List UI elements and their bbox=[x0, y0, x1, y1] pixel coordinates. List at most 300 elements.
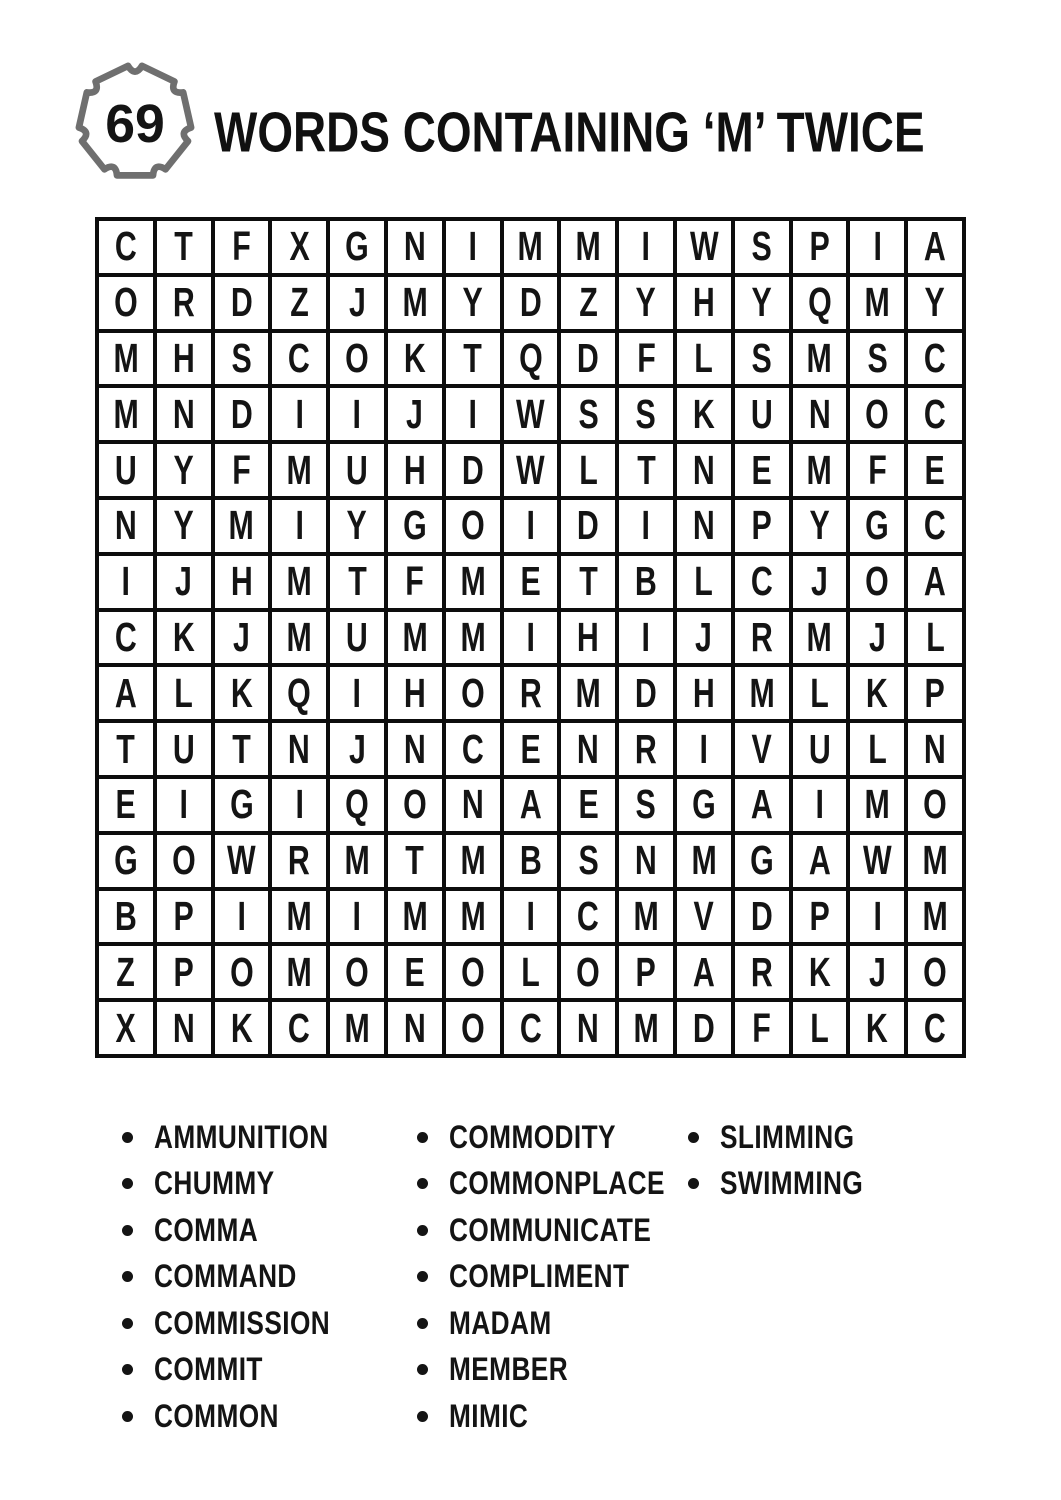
grid-letter: M bbox=[749, 669, 775, 716]
grid-letter: H bbox=[692, 279, 715, 326]
puzzle-number: 69 bbox=[105, 93, 165, 154]
grid-cell-r3c13 bbox=[793, 333, 847, 385]
notched-heptagon-icon bbox=[68, 48, 202, 190]
grid-cell-r9c6 bbox=[388, 667, 442, 719]
word-label: COMMIT bbox=[154, 1351, 263, 1388]
word-column-2 bbox=[417, 1114, 712, 1440]
word-item bbox=[417, 1207, 712, 1254]
grid-cell-r10c3 bbox=[215, 723, 269, 775]
grid-cell-r14c2 bbox=[157, 946, 211, 998]
grid-letter: P bbox=[751, 502, 772, 549]
grid-letter: F bbox=[752, 1004, 771, 1051]
grid-cell-r15c14 bbox=[850, 1002, 904, 1054]
grid-cell-r4c7 bbox=[446, 388, 500, 440]
grid-cell-r6c3 bbox=[215, 500, 269, 552]
grid-letter: N bbox=[403, 725, 426, 772]
grid-cell-r13c9 bbox=[561, 891, 615, 943]
puzzle-number-badge bbox=[68, 48, 202, 190]
grid-letter: B bbox=[635, 558, 658, 605]
grid-cell-r4c3 bbox=[215, 388, 269, 440]
word-item bbox=[122, 1114, 369, 1161]
grid-cell-r2c8 bbox=[504, 277, 558, 329]
grid-letter: A bbox=[750, 781, 773, 828]
grid-cell-r4c15 bbox=[908, 388, 962, 440]
grid-cell-r2c1 bbox=[99, 277, 153, 329]
grid-cell-r2c2 bbox=[157, 277, 211, 329]
grid-letter: J bbox=[811, 558, 828, 605]
grid-cell-r15c15 bbox=[908, 1002, 962, 1054]
grid-cell-r8c8 bbox=[504, 612, 558, 664]
grid-cell-r2c10 bbox=[619, 277, 673, 329]
grid-cell-r9c3 bbox=[215, 667, 269, 719]
grid-cell-r8c11 bbox=[677, 612, 731, 664]
grid-cell-r14c10 bbox=[619, 946, 673, 998]
grid-cell-r14c4 bbox=[272, 946, 326, 998]
grid-letter: J bbox=[868, 948, 886, 995]
grid-cell-r3c7 bbox=[446, 333, 500, 385]
grid-cell-r6c7 bbox=[446, 500, 500, 552]
word-item bbox=[122, 1207, 369, 1254]
grid-cell-r8c4 bbox=[272, 612, 326, 664]
grid-cell-r1c10 bbox=[619, 221, 673, 273]
grid-cell-r3c6 bbox=[388, 333, 442, 385]
grid-letter: M bbox=[402, 892, 428, 939]
grid-cell-r1c7 bbox=[446, 221, 500, 273]
grid-letter: K bbox=[692, 390, 715, 437]
grid-letter: B bbox=[114, 892, 137, 939]
grid-letter: S bbox=[751, 334, 772, 381]
grid-letter: L bbox=[694, 558, 714, 605]
grid-cell-r12c1 bbox=[99, 835, 153, 887]
grid-cell-r10c2 bbox=[157, 723, 211, 775]
word-item bbox=[417, 1161, 712, 1208]
grid-letter: N bbox=[692, 446, 715, 493]
puzzle-grid bbox=[95, 217, 966, 1058]
grid-cell-r4c6 bbox=[388, 388, 442, 440]
grid-letter: V bbox=[751, 725, 772, 772]
grid-letter: M bbox=[864, 781, 890, 828]
grid-cell-r8c14 bbox=[850, 612, 904, 664]
grid-cell-r4c8 bbox=[504, 388, 558, 440]
grid-letter: Q bbox=[518, 334, 543, 381]
grid-letter: L bbox=[579, 446, 598, 493]
word-item bbox=[417, 1300, 712, 1347]
grid-letter: D bbox=[461, 446, 484, 493]
grid-letter: B bbox=[519, 837, 542, 884]
grid-letter: F bbox=[636, 334, 656, 381]
grid-letter: K bbox=[172, 613, 195, 660]
grid-letter: I bbox=[468, 223, 477, 270]
grid-letter: S bbox=[231, 334, 252, 381]
grid-cell-r11c15 bbox=[908, 779, 962, 831]
grid-letter: I bbox=[295, 502, 304, 549]
word-item bbox=[417, 1254, 712, 1301]
grid-letter: I bbox=[526, 613, 535, 660]
grid-cell-r9c11 bbox=[677, 667, 731, 719]
grid-cell-r3c2 bbox=[157, 333, 211, 385]
grid-cell-r7c6 bbox=[388, 556, 442, 608]
word-item bbox=[122, 1393, 369, 1440]
word-label: MADAM bbox=[449, 1304, 552, 1341]
grid-cell-r14c5 bbox=[330, 946, 384, 998]
grid-letter: L bbox=[521, 948, 540, 995]
grid-letter: W bbox=[862, 837, 892, 884]
grid-cell-r5c9 bbox=[561, 444, 615, 496]
grid-cell-r7c9 bbox=[561, 556, 615, 608]
grid-letter: A bbox=[692, 948, 715, 995]
word-item bbox=[417, 1347, 712, 1394]
grid-cell-r6c4 bbox=[272, 500, 326, 552]
grid-letter: G bbox=[692, 781, 716, 828]
grid-letter: C bbox=[924, 502, 947, 549]
grid-cell-r14c15 bbox=[908, 946, 962, 998]
grid-letter: H bbox=[403, 669, 426, 716]
grid-letter: T bbox=[579, 558, 598, 605]
grid-letter: J bbox=[406, 390, 424, 437]
grid-cell-r8c13 bbox=[793, 612, 847, 664]
grid-letter: I bbox=[352, 390, 362, 437]
grid-cell-r5c8 bbox=[504, 444, 558, 496]
grid-cell-r7c1 bbox=[99, 556, 153, 608]
grid-cell-r8c7 bbox=[446, 612, 500, 664]
grid-letter: N bbox=[403, 223, 426, 270]
grid-cell-r13c8 bbox=[504, 891, 558, 943]
grid-cell-r9c5 bbox=[330, 667, 384, 719]
grid-cell-r5c7 bbox=[446, 444, 500, 496]
grid-cell-r15c5 bbox=[330, 1002, 384, 1054]
grid-letter: M bbox=[113, 390, 139, 437]
word-item bbox=[122, 1161, 369, 1208]
grid-letter: E bbox=[520, 558, 541, 605]
grid-letter: N bbox=[577, 1004, 600, 1051]
grid-letter: R bbox=[288, 837, 311, 884]
grid-letter: K bbox=[230, 1004, 253, 1051]
grid-cell-r7c2 bbox=[157, 556, 211, 608]
grid-letter: D bbox=[230, 279, 253, 326]
grid-letter: E bbox=[578, 781, 599, 828]
grid-letter: Y bbox=[462, 279, 483, 326]
grid-cell-r4c13 bbox=[793, 388, 847, 440]
grid-letter: I bbox=[179, 781, 188, 828]
grid-cell-r9c2 bbox=[157, 667, 211, 719]
grid-cell-r5c2 bbox=[157, 444, 211, 496]
grid-letter: H bbox=[172, 334, 195, 381]
grid-letter: Y bbox=[924, 279, 946, 326]
grid-letter: Z bbox=[290, 279, 309, 326]
grid-letter: I bbox=[526, 502, 535, 549]
grid-letter: E bbox=[115, 781, 137, 828]
grid-letter: I bbox=[815, 781, 824, 828]
grid-letter: C bbox=[519, 1004, 542, 1051]
grid-cell-r7c13 bbox=[793, 556, 847, 608]
grid-cell-r13c10 bbox=[619, 891, 673, 943]
word-item bbox=[122, 1254, 369, 1301]
word-column-3 bbox=[688, 1114, 895, 1207]
grid-cell-r8c9 bbox=[561, 612, 615, 664]
grid-cell-r11c14 bbox=[850, 779, 904, 831]
grid-letter: M bbox=[286, 613, 312, 660]
grid-letter: T bbox=[232, 725, 251, 772]
grid-cell-r7c10 bbox=[619, 556, 673, 608]
grid-letter: T bbox=[116, 725, 136, 772]
grid-cell-r11c12 bbox=[735, 779, 789, 831]
grid-letter: M bbox=[286, 892, 312, 939]
grid-cell-r13c4 bbox=[272, 891, 326, 943]
word-label: SWIMMING bbox=[720, 1165, 864, 1202]
grid-cell-r6c9 bbox=[561, 500, 615, 552]
grid-cell-r7c11 bbox=[677, 556, 731, 608]
grid-cell-r5c15 bbox=[908, 444, 962, 496]
grid-cell-r9c15 bbox=[908, 667, 962, 719]
grid-cell-r15c13 bbox=[793, 1002, 847, 1054]
grid-letter: W bbox=[516, 390, 545, 437]
grid-cell-r7c8 bbox=[504, 556, 558, 608]
grid-cell-r5c14 bbox=[850, 444, 904, 496]
grid-cell-r13c13 bbox=[793, 891, 847, 943]
grid-letter: D bbox=[750, 892, 773, 939]
grid-cell-r6c5 bbox=[330, 500, 384, 552]
grid-cell-r10c6 bbox=[388, 723, 442, 775]
grid-cell-r1c8 bbox=[504, 221, 558, 273]
grid-letter: N bbox=[403, 1004, 426, 1051]
grid-cell-r4c14 bbox=[850, 388, 904, 440]
grid-letter: I bbox=[352, 892, 362, 939]
grid-letter: S bbox=[867, 334, 888, 381]
grid-letter: M bbox=[806, 446, 833, 493]
grid-cell-r11c1 bbox=[99, 779, 153, 831]
grid-cell-r6c6 bbox=[388, 500, 442, 552]
grid-cell-r13c14 bbox=[850, 891, 904, 943]
grid-cell-r6c2 bbox=[157, 500, 211, 552]
grid-letter: S bbox=[578, 837, 599, 884]
grid-cell-r7c4 bbox=[272, 556, 326, 608]
grid-cell-r6c11 bbox=[677, 500, 731, 552]
grid-letter: L bbox=[868, 725, 887, 772]
grid-letter: I bbox=[641, 613, 651, 660]
grid-letter: C bbox=[924, 390, 947, 437]
grid-letter: A bbox=[114, 669, 137, 716]
grid-letter: L bbox=[810, 1004, 829, 1051]
grid-cell-r15c6 bbox=[388, 1002, 442, 1054]
grid-letter: O bbox=[229, 948, 254, 995]
word-item bbox=[417, 1393, 712, 1440]
grid-letter: Y bbox=[809, 502, 830, 549]
grid-cell-r2c15 bbox=[908, 277, 962, 329]
grid-cell-r4c12 bbox=[735, 388, 789, 440]
word-label: COMMA bbox=[154, 1211, 259, 1248]
grid-cell-r7c14 bbox=[850, 556, 904, 608]
grid-letter: Q bbox=[287, 669, 312, 716]
grid-letter: D bbox=[519, 279, 542, 326]
grid-cell-r10c7 bbox=[446, 723, 500, 775]
bullet-icon bbox=[417, 1364, 428, 1375]
grid-letter: G bbox=[345, 223, 369, 270]
grid-letter: M bbox=[344, 1004, 370, 1051]
grid-letter: Y bbox=[751, 279, 772, 326]
grid-letter: M bbox=[575, 223, 601, 270]
grid-cell-r5c13 bbox=[793, 444, 847, 496]
bullet-icon bbox=[122, 1178, 133, 1189]
grid-cell-r5c1 bbox=[99, 444, 153, 496]
grid-letter: D bbox=[692, 1004, 715, 1051]
grid-letter: T bbox=[636, 446, 656, 493]
grid-letter: U bbox=[808, 725, 831, 772]
grid-cell-r5c5 bbox=[330, 444, 384, 496]
grid-letter: N bbox=[808, 390, 831, 437]
grid-letter: P bbox=[635, 948, 657, 995]
grid-cell-r3c1 bbox=[99, 333, 153, 385]
grid-cell-r4c1 bbox=[99, 388, 153, 440]
grid-letter: A bbox=[519, 781, 542, 828]
grid-letter: J bbox=[868, 613, 886, 660]
grid-cell-r11c5 bbox=[330, 779, 384, 831]
grid-letter: O bbox=[576, 948, 601, 995]
grid-letter: M bbox=[460, 613, 486, 660]
grid-letter: H bbox=[577, 613, 600, 660]
grid-letter: W bbox=[227, 837, 256, 884]
bullet-icon bbox=[122, 1318, 133, 1329]
grid-cell-r9c12 bbox=[735, 667, 789, 719]
grid-letter: L bbox=[925, 613, 945, 660]
grid-cell-r12c12 bbox=[735, 835, 789, 887]
grid-cell-r1c3 bbox=[215, 221, 269, 273]
grid-letter: G bbox=[749, 837, 774, 884]
grid-cell-r15c12 bbox=[735, 1002, 789, 1054]
grid-cell-r6c1 bbox=[99, 500, 153, 552]
grid-letter: D bbox=[577, 502, 600, 549]
grid-cell-r11c2 bbox=[157, 779, 211, 831]
grid-cell-r8c1 bbox=[99, 612, 153, 664]
grid-letter: E bbox=[404, 948, 426, 995]
grid-letter: I bbox=[641, 223, 651, 270]
grid-letter: O bbox=[114, 279, 138, 326]
grid-letter: G bbox=[403, 502, 427, 549]
grid-letter: A bbox=[808, 837, 831, 884]
grid-letter: M bbox=[460, 837, 486, 884]
grid-letter: R bbox=[172, 279, 195, 326]
grid-cell-r12c15 bbox=[908, 835, 962, 887]
grid-letter: N bbox=[114, 502, 137, 549]
grid-cell-r15c9 bbox=[561, 1002, 615, 1054]
grid-letter: U bbox=[346, 613, 369, 660]
grid-cell-r4c11 bbox=[677, 388, 731, 440]
word-item bbox=[122, 1300, 369, 1347]
grid-letter: S bbox=[751, 223, 772, 270]
grid-cell-r1c14 bbox=[850, 221, 904, 273]
grid-letter: A bbox=[924, 558, 947, 605]
grid-cell-r10c15 bbox=[908, 723, 962, 775]
grid-letter: Z bbox=[579, 279, 598, 326]
grid-cell-r2c12 bbox=[735, 277, 789, 329]
bullet-icon bbox=[688, 1178, 699, 1189]
grid-letter: M bbox=[113, 334, 139, 381]
grid-letter: I bbox=[641, 502, 651, 549]
grid-cell-r10c13 bbox=[793, 723, 847, 775]
grid-cell-r1c6 bbox=[388, 221, 442, 273]
grid-letter: O bbox=[403, 781, 427, 828]
grid-cell-r10c14 bbox=[850, 723, 904, 775]
grid-letter: D bbox=[635, 669, 658, 716]
grid-letter: P bbox=[809, 892, 830, 939]
grid-cell-r10c5 bbox=[330, 723, 384, 775]
grid-cell-r15c7 bbox=[446, 1002, 500, 1054]
bullet-icon bbox=[417, 1178, 428, 1189]
grid-letter: C bbox=[288, 1004, 311, 1051]
grid-cell-r15c4 bbox=[272, 1002, 326, 1054]
grid-cell-r10c12 bbox=[735, 723, 789, 775]
grid-letter: Y bbox=[173, 446, 194, 493]
grid-cell-r10c1 bbox=[99, 723, 153, 775]
grid-cell-r13c12 bbox=[735, 891, 789, 943]
grid-letter: U bbox=[346, 446, 369, 493]
grid-cell-r2c9 bbox=[561, 277, 615, 329]
grid-letter: E bbox=[520, 725, 541, 772]
grid-letter: Y bbox=[346, 502, 368, 549]
grid-cell-r11c11 bbox=[677, 779, 731, 831]
grid-letter: H bbox=[230, 558, 253, 605]
grid-cell-r13c3 bbox=[215, 891, 269, 943]
grid-cell-r11c6 bbox=[388, 779, 442, 831]
grid-letter: R bbox=[519, 669, 542, 716]
grid-cell-r4c9 bbox=[561, 388, 615, 440]
grid-cell-r9c10 bbox=[619, 667, 673, 719]
grid-letter: I bbox=[873, 892, 882, 939]
word-item bbox=[688, 1161, 895, 1208]
grid-letter: J bbox=[348, 279, 366, 326]
grid-letter: D bbox=[230, 390, 253, 437]
grid-letter: I bbox=[295, 390, 304, 437]
grid-letter: R bbox=[750, 613, 773, 660]
grid-cell-r12c10 bbox=[619, 835, 673, 887]
grid-letter: I bbox=[295, 781, 304, 828]
grid-letter: N bbox=[577, 725, 600, 772]
grid-letter: K bbox=[230, 669, 253, 716]
grid-cell-r5c10 bbox=[619, 444, 673, 496]
grid-cell-r15c1 bbox=[99, 1002, 153, 1054]
grid-letter: L bbox=[174, 669, 193, 716]
grid-cell-r13c15 bbox=[908, 891, 962, 943]
grid-cell-r12c2 bbox=[157, 835, 211, 887]
grid-cell-r10c4 bbox=[272, 723, 326, 775]
bullet-icon bbox=[417, 1411, 428, 1422]
grid-letter: N bbox=[924, 725, 947, 772]
grid-cell-r1c9 bbox=[561, 221, 615, 273]
grid-letter: P bbox=[173, 948, 194, 995]
bullet-icon bbox=[417, 1271, 428, 1282]
grid-cell-r1c12 bbox=[735, 221, 789, 273]
grid-cell-r9c13 bbox=[793, 667, 847, 719]
word-label: COMMODITY bbox=[449, 1118, 616, 1155]
grid-letter: T bbox=[174, 223, 193, 270]
grid-cell-r3c3 bbox=[215, 333, 269, 385]
grid-letter: C bbox=[577, 892, 600, 939]
grid-letter: Q bbox=[807, 279, 832, 326]
grid-cell-r4c10 bbox=[619, 388, 673, 440]
bullet-icon bbox=[417, 1318, 428, 1329]
bullet-icon bbox=[122, 1364, 133, 1375]
grid-letter: A bbox=[924, 223, 947, 270]
grid-cell-r12c8 bbox=[504, 835, 558, 887]
grid-cell-r2c4 bbox=[272, 277, 326, 329]
grid-letter: O bbox=[345, 334, 369, 381]
grid-letter: O bbox=[460, 1004, 485, 1051]
grid-letter: M bbox=[806, 613, 833, 660]
word-label: SLIMMING bbox=[720, 1118, 855, 1155]
grid-letter: E bbox=[924, 446, 946, 493]
grid-letter: P bbox=[173, 892, 194, 939]
grid-cell-r7c12 bbox=[735, 556, 789, 608]
grid-cell-r8c2 bbox=[157, 612, 211, 664]
